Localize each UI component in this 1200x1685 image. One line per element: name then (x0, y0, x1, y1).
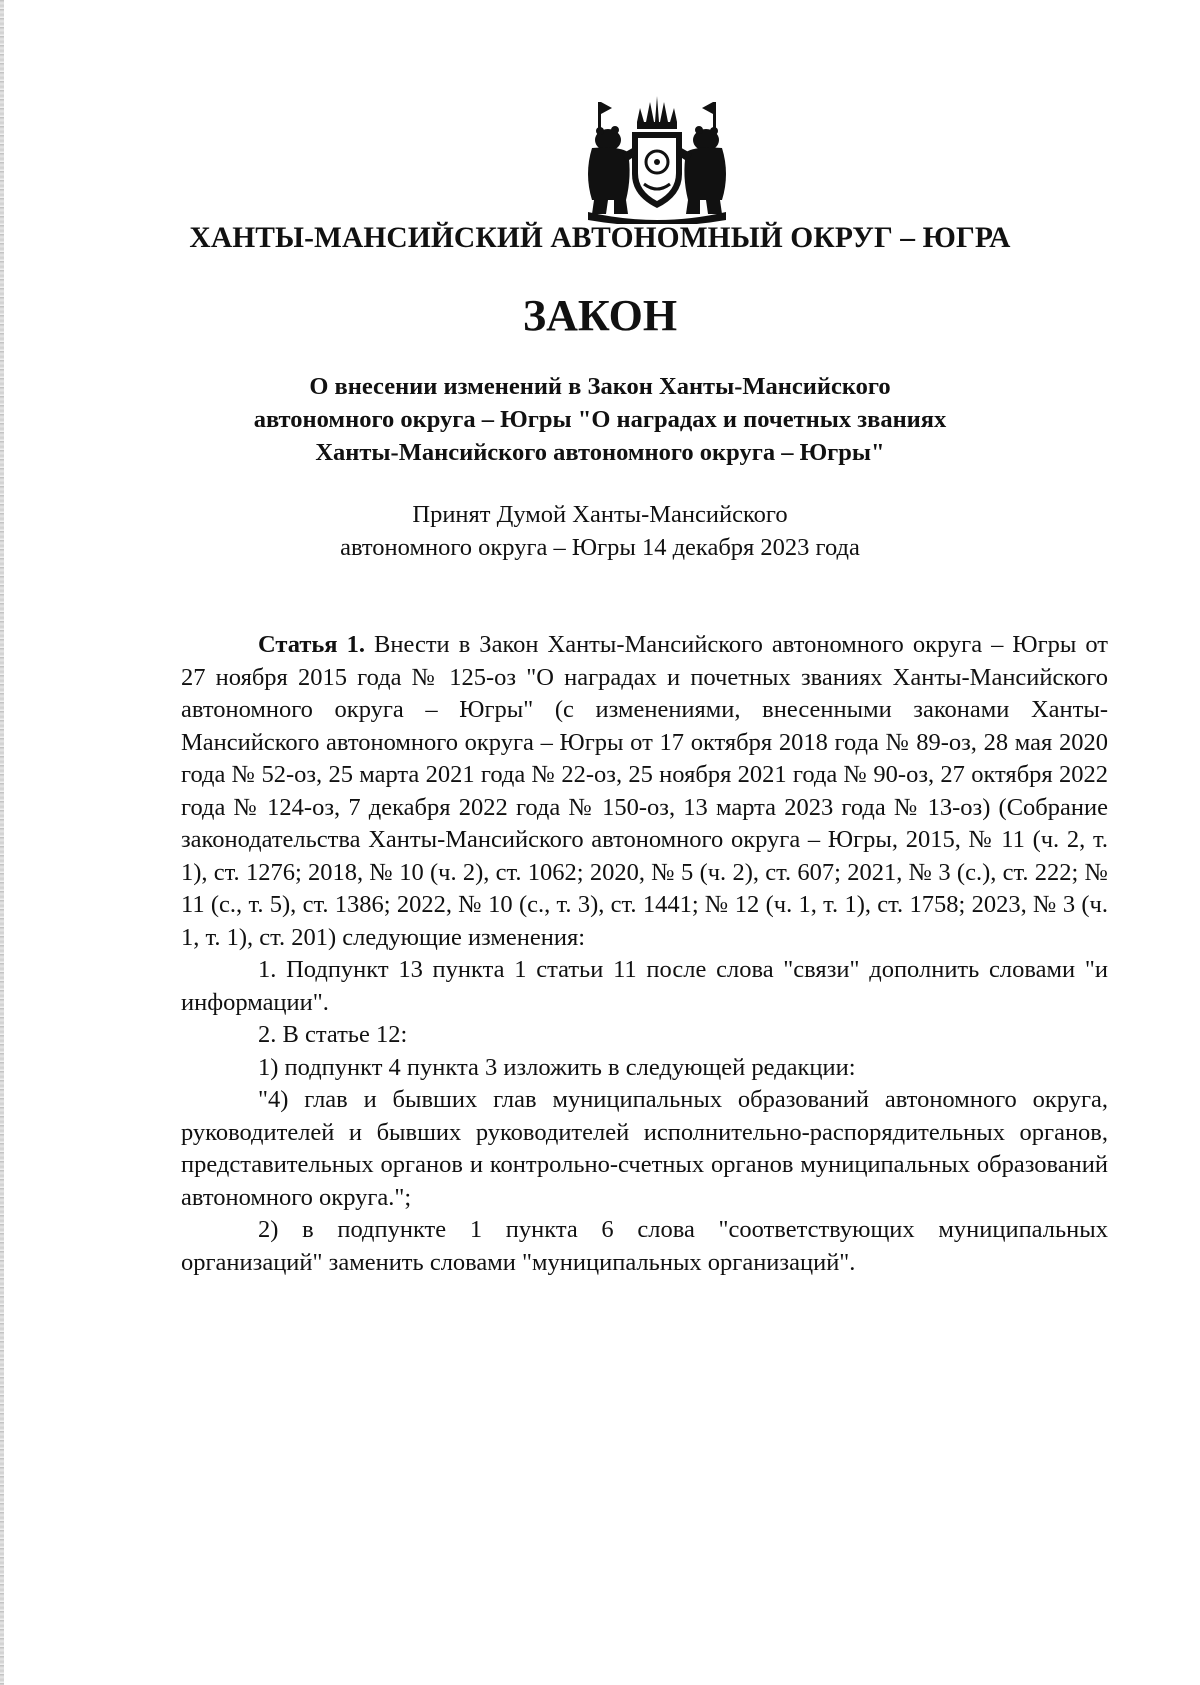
adoption-line: Принят Думой Ханты-Мансийского (412, 501, 788, 528)
article-label: Статья 1. (258, 631, 365, 658)
amendment-item: 1. Подпункт 13 пункта 1 статьи 11 после слова "связи" дополнить словами "и информации". (181, 956, 1108, 1016)
law-subject (0, 370, 1200, 469)
amendment-item: "4) глав и бывших глав муниципальных образований автономного округа, руководителей и бывших руководителей исполнительно-распорядительных органов, представительных органов и контрольно-счетных органов муниципальных образований автономного округа."; (181, 1086, 1108, 1211)
article-1 (181, 629, 1108, 1279)
amendment-item: 1) подпункт 4 пункта 3 изложить в следующей редакции: (258, 1053, 856, 1081)
amendment-item: 2) в подпункте 1 пункта 6 слова "соответствующих муниципальных организаций" заменить словами "муниципальных организаций". (181, 1216, 1108, 1276)
adoption-note (0, 498, 1200, 564)
law-subject-line: О внесении изменений в Закон Ханты-Мансийского (309, 373, 891, 400)
article-text: Внести в Закон Ханты-Мансийского автономного округа – Югры от 27 ноября 2015 года № 125-оз "О наградах и почетных званиях Ханты-Мансийского автономного округа – Югры" (с изменениями, внесенными законами Ханты-Мансийского автономного округа – Югры от 17 октября 2018 года № 89-оз, 28 мая 2020 года № 52-оз, 25 марта 2021 года № 22-оз, 25 ноября 2021 года № 90-оз, 27 октября 2022 года № 124-оз, 7 декабря 2022 года № 150-оз, 13 марта 2023 года № 13-оз) (Собрание законодательства Ханты-Мансийского автономного округа – Югры, 2015, № 11 (ч. 2, т. 1), ст. 1276; 2018, № 10 (ч. 2), ст. 1062; 2020, № 5 (ч. 2), ст. 607; 2021, № 3 (с.), ст. 222; № 11 (с., т. 5), ст. 1386; 2022, № 10 (с., т. 3), ст. 1441; № 12 (ч. 1, т. 1), ст. 1758; 2023, № 3 (ч. 1, т. 1), ст. 201) следующие изменения: (181, 631, 1108, 951)
law-subject-line: Ханты-Мансийского автономного округа – Югры" (315, 439, 885, 466)
coat-of-arms-icon (578, 96, 736, 224)
region-title: ХАНТЫ-МАНСИЙСКИЙ АВТОНОМНЫЙ ОКРУГ – ЮГРА (189, 222, 1011, 254)
amendment-item: 2. В статье 12: (258, 1021, 408, 1048)
article-1-paragraph (181, 629, 1108, 954)
law-subject-line: автономного округа – Югры "О наградах и почетных званиях (253, 406, 947, 433)
adoption-line: автономного округа – Югры 14 декабря 2023 года (340, 534, 860, 561)
document-type: ЗАКОН (522, 291, 678, 340)
